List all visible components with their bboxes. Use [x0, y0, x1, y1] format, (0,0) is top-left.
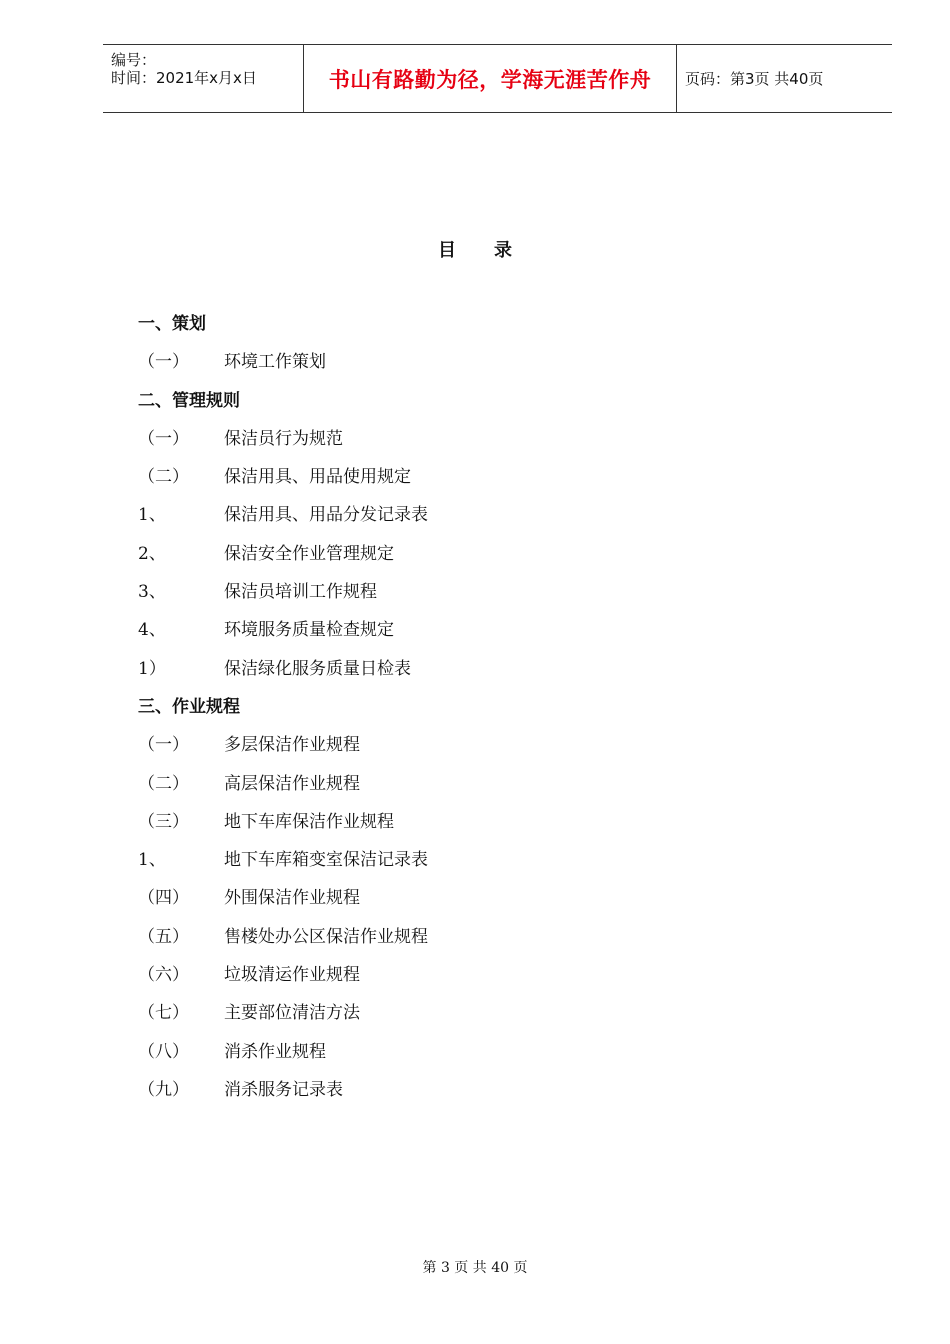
- toc-section-heading: [138, 389, 838, 427]
- toc-entry-text: 外围保洁作业规程: [224, 888, 360, 909]
- toc-entry: [138, 542, 838, 580]
- toc-entry-text: 保洁安全作业管理规定: [224, 543, 394, 564]
- toc-entry-number: 1、: [138, 850, 166, 871]
- toc-section-heading: [138, 312, 838, 350]
- toc-entry: [138, 350, 838, 388]
- toc-entry-text: 多层保洁作业规程: [224, 735, 360, 756]
- toc-entry-number: （四）: [138, 888, 189, 909]
- toc-entry-text: 环境服务质量检查规定: [224, 620, 394, 641]
- document-date-label: 时间：2021年x月x日: [111, 69, 257, 87]
- toc-entry-number: （二）: [138, 773, 189, 794]
- header-motto: 书山有路勤为径，学海无涯苦作舟: [328, 67, 652, 92]
- toc-entry: [138, 1001, 838, 1039]
- toc-section-text: 一、策划: [138, 314, 206, 334]
- toc-entry: [138, 810, 838, 848]
- toc-section-text: 二、管理规则: [138, 390, 240, 411]
- toc-entry-text: 保洁绿化服务质量日检表: [224, 658, 411, 679]
- toc-entry-text: 环境工作策划: [224, 352, 326, 373]
- toc-entry-text: 消杀服务记录表: [224, 1079, 343, 1100]
- toc-entry-number: 1）: [138, 658, 166, 679]
- toc-entry-number: （七）: [138, 1003, 189, 1024]
- header-page-cell: [677, 45, 892, 112]
- toc-section-heading: [138, 695, 838, 733]
- toc-entry: [138, 503, 838, 541]
- toc-entry-number: （九）: [138, 1079, 189, 1100]
- toc-entry: [138, 886, 838, 924]
- toc-entry-text: 地下车库保洁作业规程: [224, 811, 394, 832]
- page-footer: 第 3 页 共 40 页: [422, 1260, 528, 1276]
- toc-entry: [138, 1078, 838, 1116]
- toc-entry-text: 售楼处办公区保洁作业规程: [224, 926, 428, 947]
- toc-entry-number: （六）: [138, 965, 189, 986]
- toc-section-text: 三、作业规程: [138, 696, 240, 717]
- toc-entry: [138, 963, 838, 1001]
- toc-entry-number: （一）: [138, 735, 189, 756]
- toc-entry-text: 保洁员培训工作规程: [224, 582, 377, 603]
- toc-entry-number: 3、: [138, 582, 166, 603]
- toc-entry-number: 2、: [138, 543, 166, 564]
- table-of-contents: [138, 312, 838, 1116]
- toc-entry-text: 高层保洁作业规程: [224, 773, 360, 794]
- header-info-cell: [103, 45, 304, 112]
- toc-entry-number: （五）: [138, 926, 189, 947]
- document-code-label: 编号：: [111, 51, 157, 69]
- page-title: 目录: [438, 240, 550, 261]
- header-page-number: 页码：第3页 共40页: [685, 70, 824, 88]
- toc-entry-text: 主要部位清洁方法: [224, 1003, 360, 1024]
- toc-entry: [138, 465, 838, 503]
- page-header: [103, 44, 892, 113]
- toc-entry: [138, 618, 838, 656]
- toc-entry: [138, 657, 838, 695]
- toc-entry: [138, 848, 838, 886]
- toc-entry-number: 4、: [138, 620, 166, 641]
- toc-entry-text: 保洁用具、用品分发记录表: [224, 505, 428, 526]
- toc-entry-number: （二）: [138, 467, 189, 488]
- toc-entry: [138, 427, 838, 465]
- toc-entry-text: 垃圾清运作业规程: [224, 965, 360, 986]
- toc-entry: [138, 580, 838, 618]
- toc-entry-text: 保洁员行为规范: [224, 428, 343, 449]
- toc-entry-number: （八）: [138, 1041, 189, 1062]
- toc-entry-text: 保洁用具、用品使用规定: [224, 467, 411, 488]
- toc-entry-number: （一）: [138, 428, 189, 449]
- toc-entry: [138, 772, 838, 810]
- toc-entry-text: 地下车库箱变室保洁记录表: [224, 850, 428, 871]
- toc-entry-number: （一）: [138, 352, 189, 373]
- toc-entry-number: 1、: [138, 505, 166, 526]
- toc-entry: [138, 925, 838, 963]
- header-motto-cell: [304, 45, 677, 112]
- toc-entry: [138, 733, 838, 771]
- toc-entry-number: （三）: [138, 811, 189, 832]
- toc-entry: [138, 1040, 838, 1078]
- toc-entry-text: 消杀作业规程: [224, 1041, 326, 1062]
